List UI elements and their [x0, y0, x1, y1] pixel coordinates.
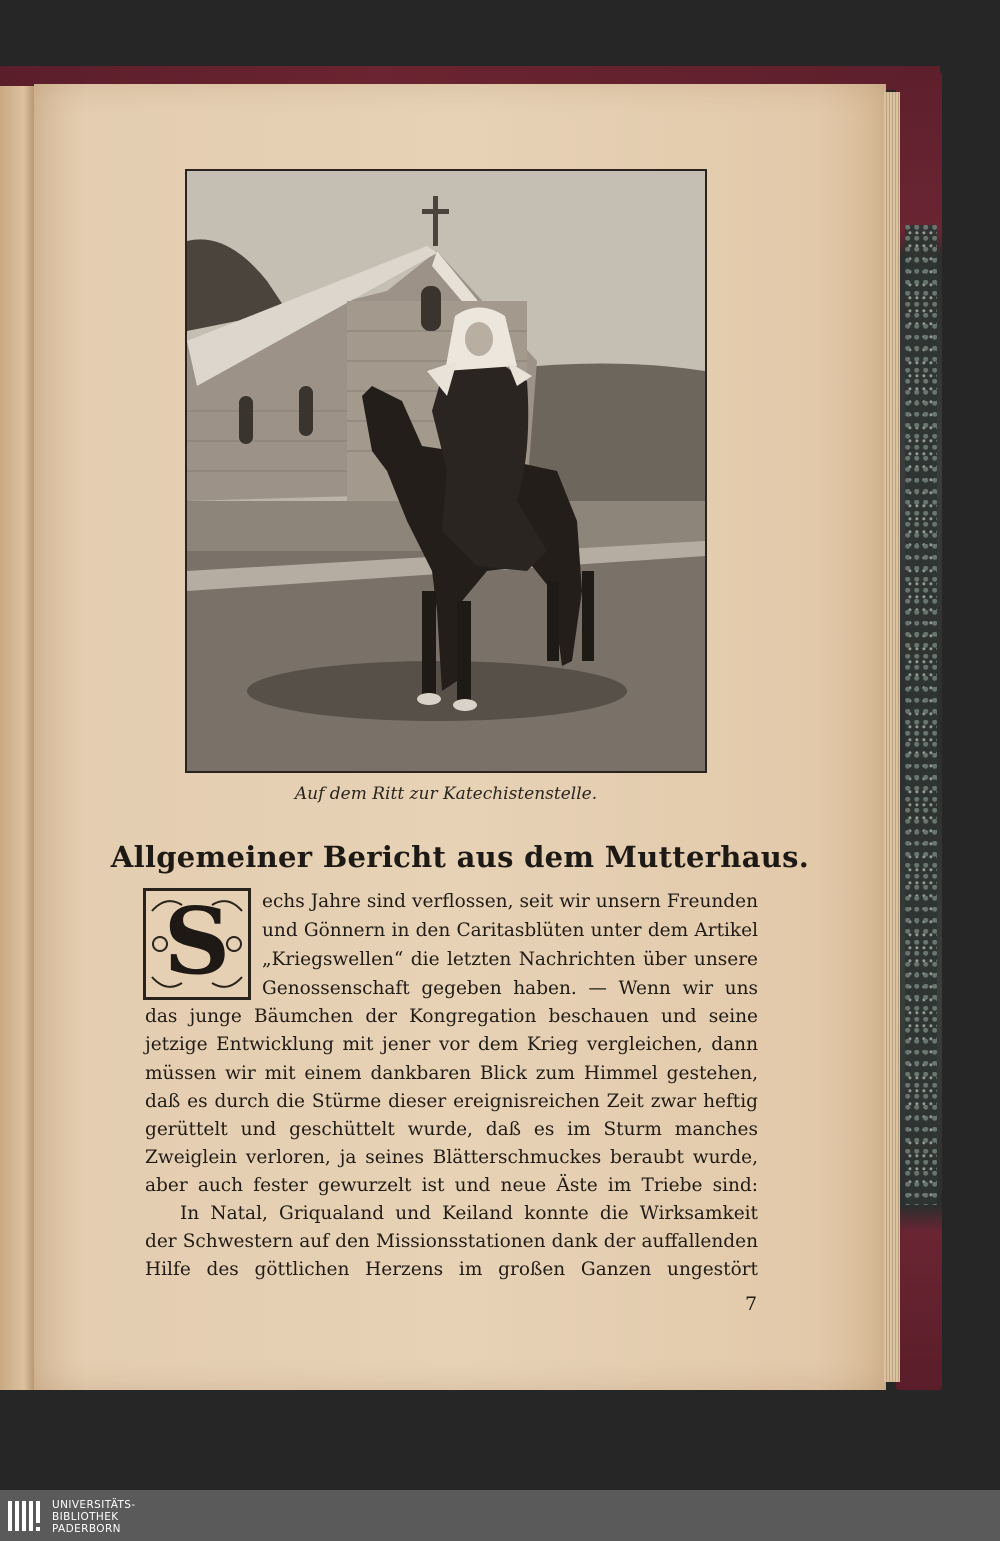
body-line: echs Jahre sind verflossen, seit wir unsern Freunden: [262, 891, 758, 912]
body-line: „Kriegswellen“ die letzten Nachrichten über unsere: [262, 949, 758, 970]
photo-caption: Auf dem Ritt zur Katechistenstelle.: [294, 784, 598, 804]
library-name-line-3: PADERBORN: [52, 1523, 121, 1535]
initial-letter: S: [163, 887, 231, 995]
article-heading: Allgemeiner Bericht aus dem Mutterhaus.: [110, 840, 810, 874]
body-line: Genossenschaft gegeben haben. — Wenn wir uns: [262, 978, 758, 999]
left-page-edge: [0, 86, 34, 1390]
library-name-line-1: UNIVERSITÄTS-: [52, 1499, 136, 1511]
library-name-line-2: BIBLIOTHEK: [52, 1511, 119, 1523]
page-stack-edges: [884, 92, 900, 1382]
decorative-initial: [143, 888, 251, 1000]
library-footer-bar: [0, 1490, 1000, 1541]
library-logo-icon: [6, 1497, 46, 1535]
body-line: und Gönnern in den Caritasblüten unter dem Artikel: [262, 920, 758, 941]
page-number: 7: [745, 1293, 758, 1315]
body-line: das junge Bäumchen der Kongregation beschauen und seine: [145, 1006, 758, 1027]
marbled-endpaper: [905, 225, 937, 1205]
body-line: müssen wir mit einem dankbaren Blick zum Himmel gestehen,: [145, 1063, 758, 1084]
body-line: jetzige Entwicklung mit jener vor dem Krieg vergleichen, dann: [145, 1034, 758, 1055]
body-line: daß es durch die Stürme dieser ereignisreichen Zeit zwar heftig: [145, 1091, 758, 1112]
body-line: Hilfe des göttlichen Herzens im großen Ganzen ungestört: [145, 1259, 758, 1280]
body-line: gerüttelt und geschüttelt wurde, daß es im Sturm manches: [145, 1119, 758, 1140]
body-line: In Natal, Griqualand und Keiland konnte die Wirksamkeit: [180, 1203, 758, 1224]
photograph-nun-on-horse: [185, 169, 707, 773]
body-line: Zweiglein verloren, ja seines Blätterschmuckes beraubt wurde,: [145, 1147, 758, 1168]
body-line: der Schwestern auf den Missionsstationen dank der auffallenden: [145, 1231, 758, 1252]
body-line: aber auch fester gewurzelt ist und neue Äste im Triebe sind:: [145, 1175, 758, 1196]
